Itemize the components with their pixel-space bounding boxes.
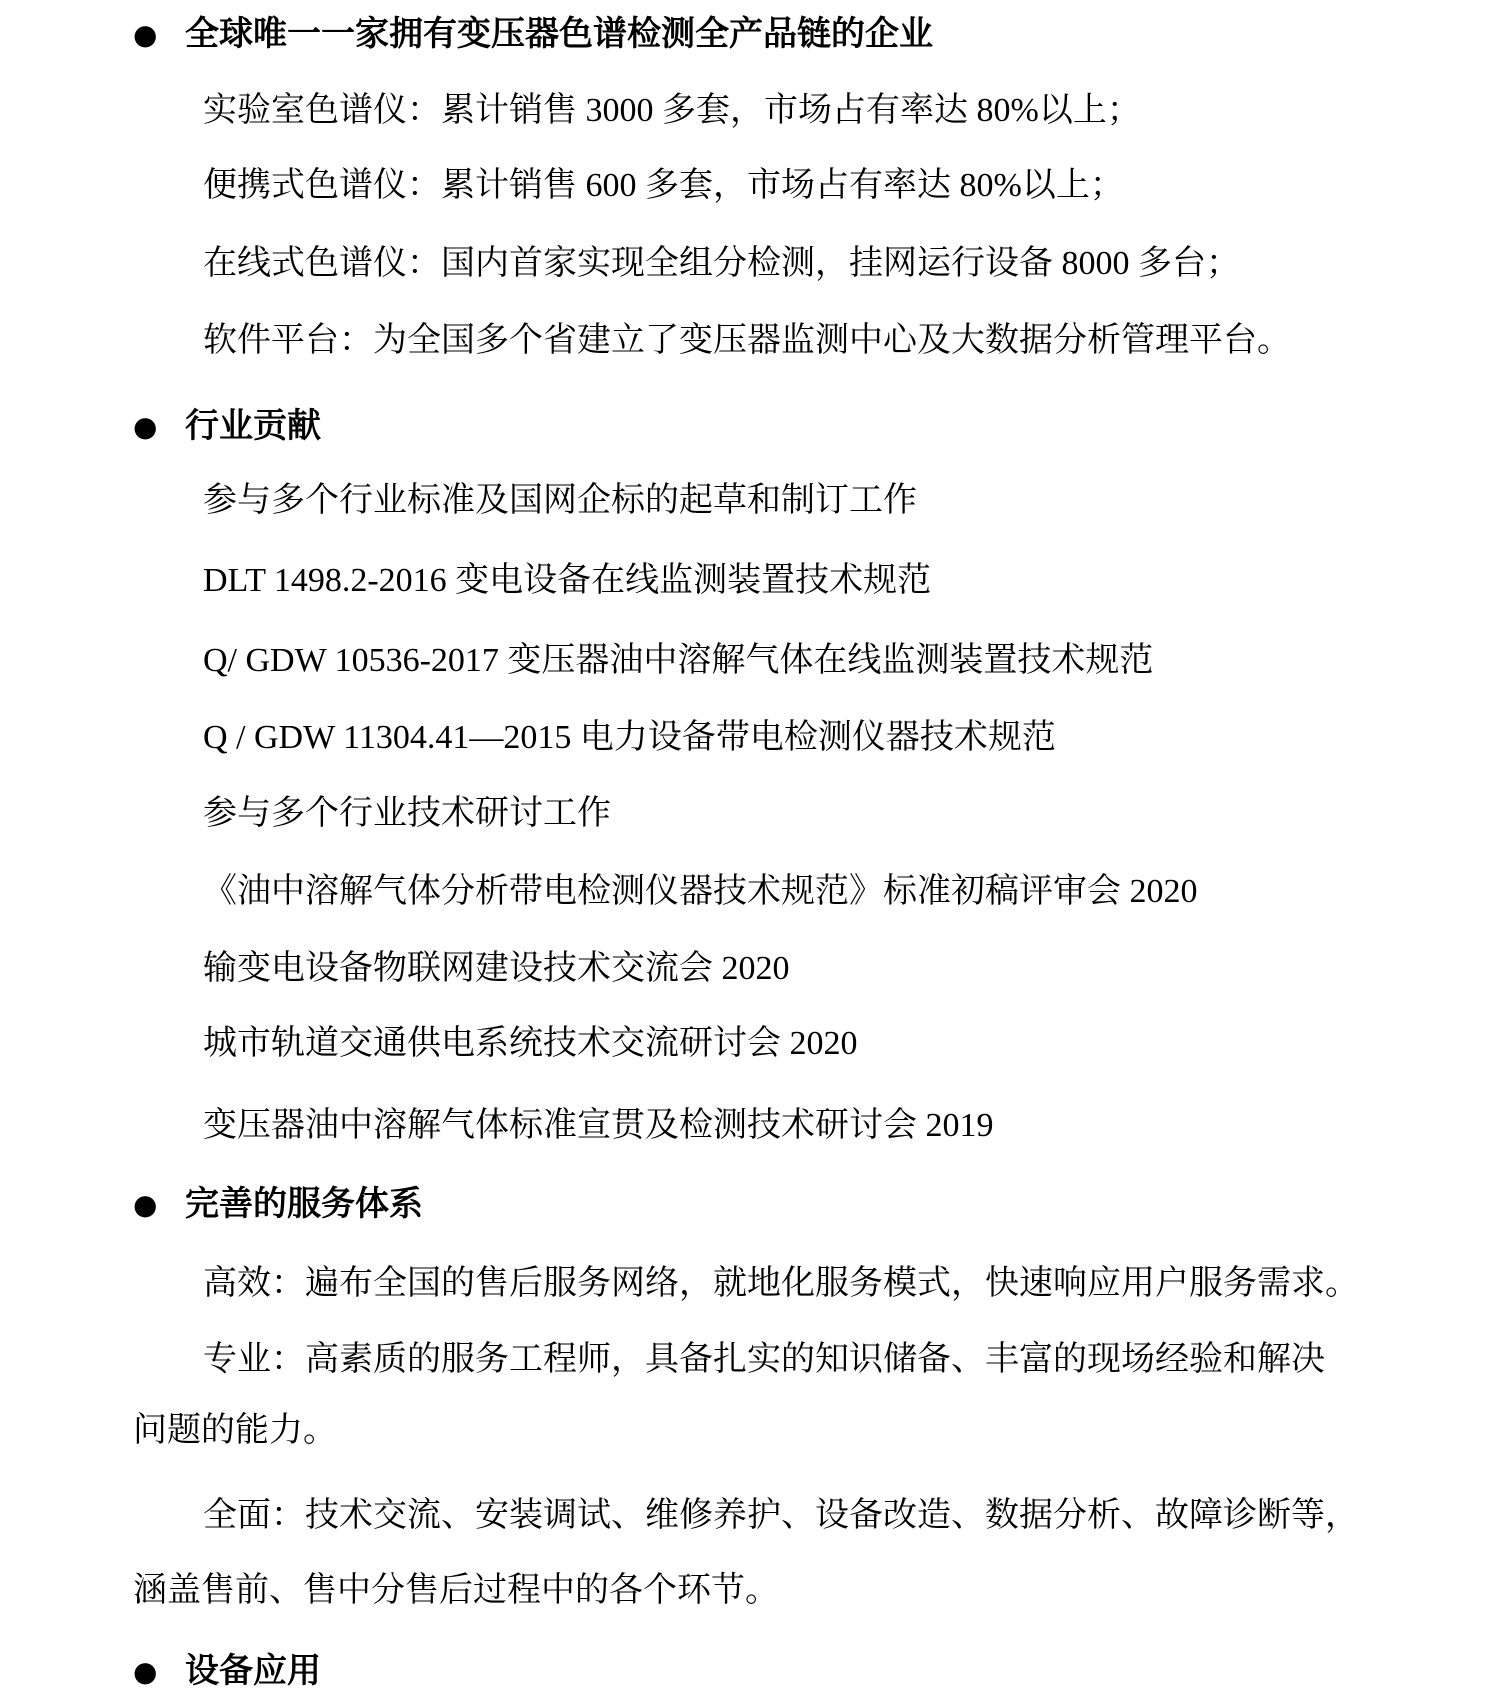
- section-heading-industry-contribution: [133, 404, 321, 449]
- bullet-icon: ●: [133, 18, 158, 51]
- doc-line-standard-dlt: DLT 1498.2-2016 变电设备在线监测装置技术规范: [203, 562, 932, 599]
- doc-line-lab-chromatograph: 实验室色谱仪：累计销售 3000 多套，市场占有率达 80%以上；: [203, 92, 1141, 129]
- bullet-icon: ●: [133, 410, 158, 443]
- doc-line-standards-drafting: 参与多个行业标准及国网企标的起草和制订工作: [203, 482, 917, 519]
- doc-line-service-professional: 专业：高素质的服务工程师，具备扎实的知识储备、丰富的现场经验和解决: [203, 1341, 1325, 1378]
- doc-line-service-professional-cont: 问题的能力。: [133, 1412, 337, 1449]
- doc-line-software-platform: 软件平台：为全国多个省建立了变压器监测中心及大数据分析管理平台。: [203, 322, 1291, 359]
- bullet-icon: ●: [133, 1655, 158, 1688]
- section-heading-text: 设备应用: [185, 1652, 321, 1690]
- doc-line-service-comprehensive: 全面：技术交流、安装调试、维修养护、设备改造、数据分析、故障诊断等，: [203, 1497, 1359, 1534]
- doc-line-standard-gdw-10536: Q/ GDW 10536-2017 变压器油中溶解气体在线监测装置技术规范: [203, 642, 1154, 679]
- doc-line-iot-exchange-2020: 输变电设备物联网建设技术交流会 2020: [203, 950, 790, 987]
- doc-line-gas-seminar-2019: 变压器油中溶解气体标准宣贯及检测技术研讨会 2019: [203, 1107, 994, 1144]
- doc-line-portable-chromatograph: 便携式色谱仪：累计销售 600 多套，市场占有率达 80%以上；: [203, 167, 1124, 204]
- section-heading-company: [133, 12, 933, 57]
- doc-line-service-efficient: 高效：遍布全国的售后服务网络，就地化服务模式，快速响应用户服务需求。: [203, 1265, 1359, 1302]
- doc-line-review-meeting-2020: 《油中溶解气体分析带电检测仪器技术规范》标准初稿评审会 2020: [203, 873, 1198, 910]
- doc-line-service-comprehensive-cont: 涵盖售前、售中分售后过程中的各个环节。: [133, 1572, 779, 1609]
- section-heading-text: 全球唯一一家拥有变压器色谱检测全产品链的企业: [185, 15, 933, 53]
- bullet-icon: ●: [133, 1188, 158, 1221]
- section-heading-service-system: [133, 1182, 423, 1227]
- doc-line-tech-seminars: 参与多个行业技术研讨工作: [203, 795, 611, 832]
- section-heading-text: 完善的服务体系: [185, 1185, 423, 1223]
- section-heading-text: 行业贡献: [185, 407, 321, 445]
- section-heading-equipment-application: [133, 1649, 321, 1694]
- doc-line-standard-gdw-11304: Q / GDW 11304.41—2015 电力设备带电检测仪器技术规范: [203, 719, 1056, 756]
- doc-line-rail-seminar-2020: 城市轨道交通供电系统技术交流研讨会 2020: [203, 1025, 858, 1062]
- doc-line-online-chromatograph: 在线式色谱仪：国内首家实现全组分检测，挂网运行设备 8000 多台；: [203, 245, 1240, 282]
